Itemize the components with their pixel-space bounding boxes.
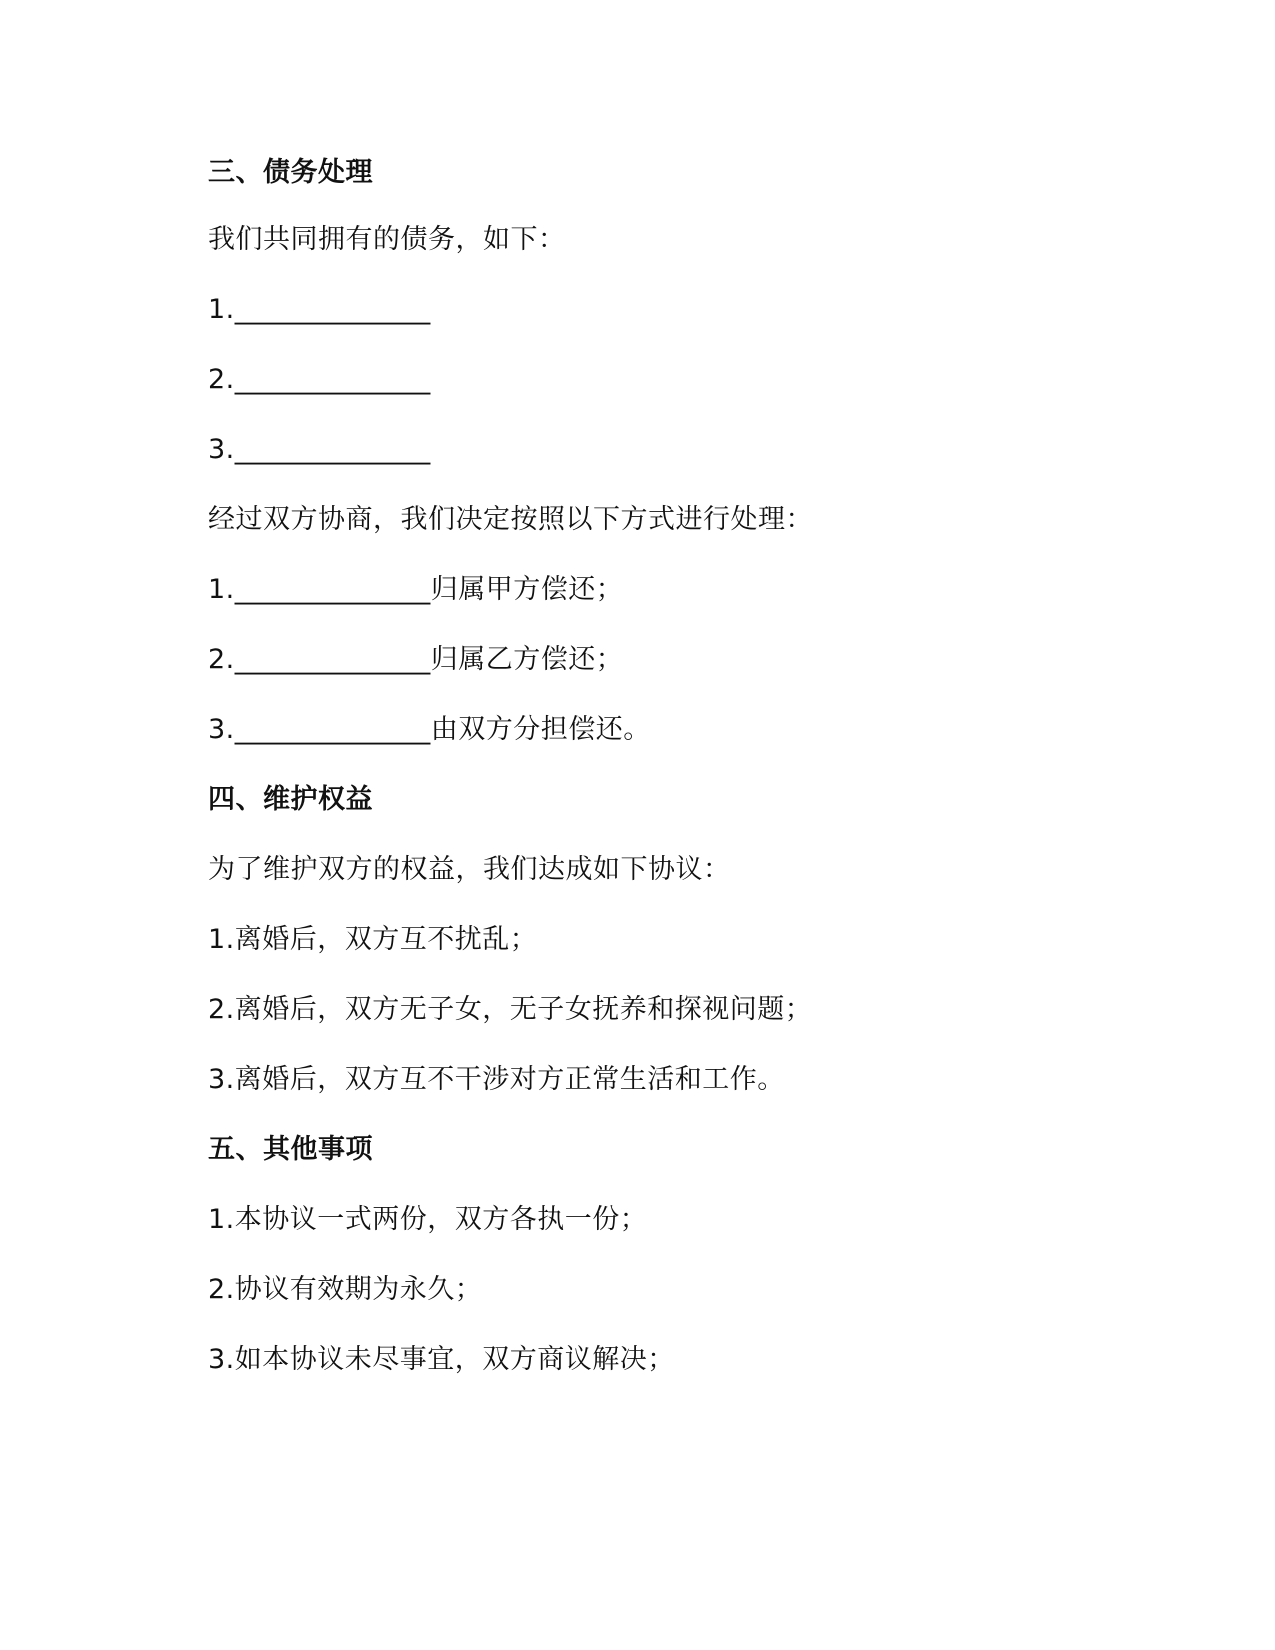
handling-item-1: 1.______________归属甲方偿还； xyxy=(208,574,624,605)
handling-item-2: 2.______________归属乙方偿还； xyxy=(208,644,624,675)
section-heading-other: 五、其他事项 xyxy=(208,1134,373,1165)
other-item-1: 1.本协议一式两份，双方各执一份； xyxy=(208,1204,648,1235)
section-heading-debt: 三、债务处理 xyxy=(208,157,373,188)
debt-item-3: 3.______________ xyxy=(208,434,431,465)
other-item-3: 3.如本协议未尽事宜，双方商议解决； xyxy=(208,1344,675,1375)
rights-item-3: 3.离婚后，双方互不干涉对方正常生活和工作。 xyxy=(208,1064,785,1095)
other-item-2: 2.协议有效期为永久； xyxy=(208,1274,483,1305)
debt-item-1: 1.______________ xyxy=(208,294,431,325)
section-heading-rights: 四、维护权益 xyxy=(208,784,373,815)
paragraph-rights-intro: 为了维护双方的权益，我们达成如下协议： xyxy=(208,854,731,885)
rights-item-1: 1.离婚后，双方互不扰乱； xyxy=(208,924,538,955)
debt-item-2: 2.______________ xyxy=(208,364,431,395)
handling-item-3: 3.______________由双方分担偿还。 xyxy=(208,714,651,745)
paragraph-debt-handling: 经过双方协商，我们决定按照以下方式进行处理： xyxy=(208,504,813,535)
paragraph-debt-intro: 我们共同拥有的债务，如下： xyxy=(208,224,566,255)
rights-item-2: 2.离婚后，双方无子女，无子女抚养和探视问题； xyxy=(208,994,813,1025)
